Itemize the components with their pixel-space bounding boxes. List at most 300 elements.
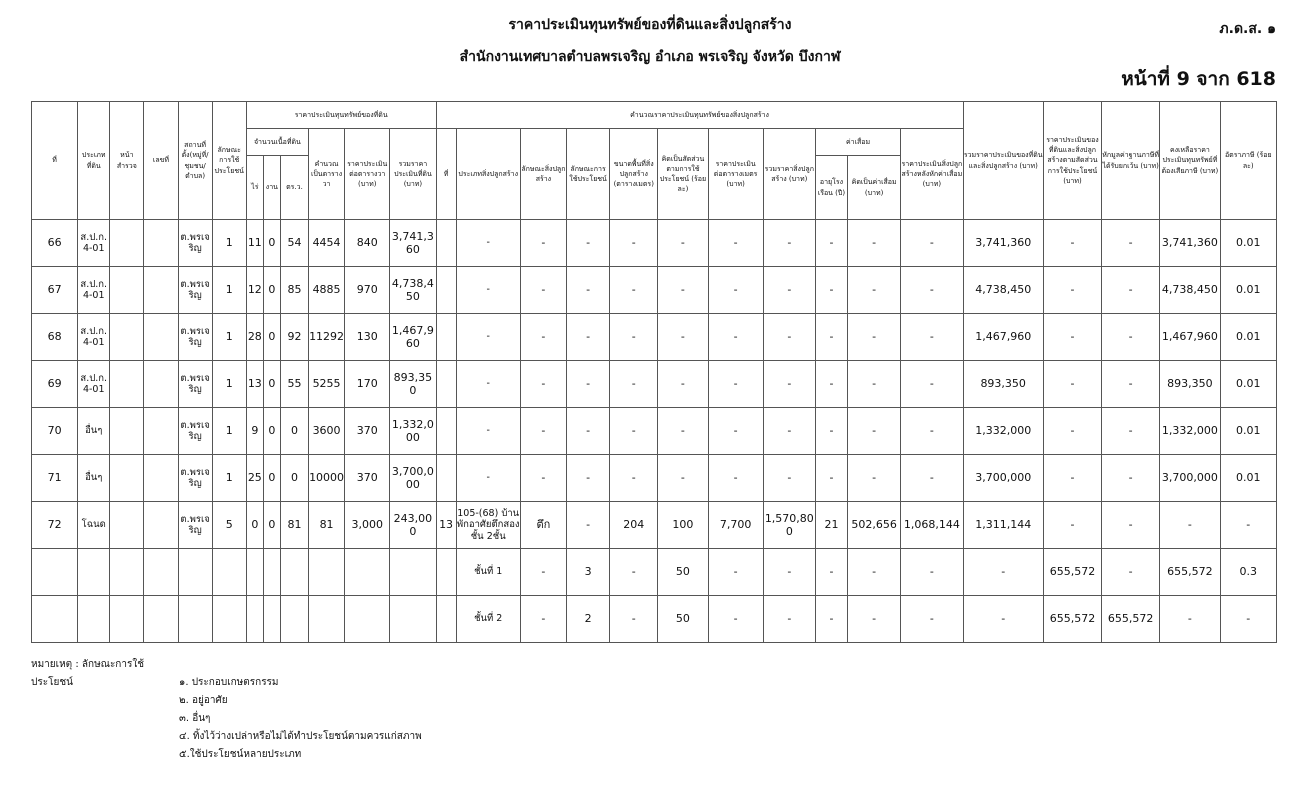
cell-grand-total: 1,311,144 [963,502,1043,549]
cell-bldg-character: - [520,455,566,502]
page-subtitle: สำนักงานเทศบาลตำบลพรเจริญ อำเภอ พรเจริญ จังหวัด บึงกาฬ [459,49,841,65]
col-header-building-total: รวมราคาสิ่งปลูกสร้าง (บาท) [763,129,815,220]
cell-depr-amount: - [848,596,901,643]
cell-bldg-character: - [520,408,566,455]
col-header-rai: ไร่ [246,156,263,220]
cell-ngan: 0 [263,314,280,361]
cell-bldg-type: - [456,361,520,408]
cell-location: ต.พรเจริญ [178,408,212,455]
col-group-land-assessment: ราคาประเมินทุนทรัพย์ของที่ดิน [246,102,436,129]
col-header-price-per-wa: ราคาประเมินต่อตารางวา (บาท) [345,129,390,220]
cell-survey-page [110,361,144,408]
cell-usage-ratio: - [658,361,708,408]
cell-remaining: - [1160,502,1220,549]
table-body [32,220,1277,643]
cell-rai: 25 [246,455,263,502]
cell-price-per-sqm: - [708,220,763,267]
cell-rai: 9 [246,408,263,455]
cell-land-total: 3,741,360 [390,220,436,267]
page-info: หน้าที่ 9 จาก 618 [1121,68,1276,90]
cell-bldg-no [436,267,456,314]
col-header-building-usage: ลักษณะการใช้ประโยชน์ [567,129,610,220]
cell-bldg-after-depr: - [901,549,963,596]
cell-total-wa: 3600 [309,408,345,455]
cell-bldg-total: - [763,314,815,361]
table-row [32,267,1277,314]
cell-price-per-wa: 170 [345,361,390,408]
cell-proportional: - [1043,502,1101,549]
cell-depr-amount: 502,656 [848,502,901,549]
cell-tax-rate: 0.01 [1220,314,1277,361]
cell-remaining: - [1160,596,1220,643]
col-header-wa: ตร.ว. [280,156,308,220]
cell-survey-page [110,314,144,361]
cell-bldg-total: - [763,596,815,643]
cell-proportional: - [1043,314,1101,361]
cell-proportional: 655,572 [1043,596,1101,643]
cell-proportional: - [1043,361,1101,408]
cell-bldg-character: - [520,361,566,408]
cell-location: ต.พรเจริญ [178,314,212,361]
cell-bldg-after-depr: - [901,596,963,643]
cell-no: 66 [32,220,78,267]
cell-no: 71 [32,455,78,502]
col-header-total-wa: คำนวณเป็นตารางวา [309,129,345,220]
cell-tax-rate: 0.01 [1220,267,1277,314]
cell-proportional: - [1043,408,1101,455]
cell-location [178,596,212,643]
cell-usage-ratio: - [658,455,708,502]
cell-usage: 1 [212,408,246,455]
cell-price-per-wa: 970 [345,267,390,314]
cell-usage-ratio: 100 [658,502,708,549]
col-header-land-type: ประเภทที่ดิน [78,102,110,220]
cell-bldg-usage: 2 [567,596,610,643]
cell-bldg-usage: - [567,502,610,549]
cell-age: - [815,361,847,408]
cell-bldg-total: - [763,455,815,502]
cell-bldg-total: 1,570,800 [763,502,815,549]
cell-bldg-size: - [610,314,658,361]
cell-wa: 0 [280,455,308,502]
cell-no: 68 [32,314,78,361]
cell-bldg-no [436,455,456,502]
cell-depr-amount: - [848,267,901,314]
cell-number [144,408,178,455]
cell-bldg-total: - [763,361,815,408]
cell-bldg-usage: - [567,267,610,314]
cell-land-type: อื่นๆ [78,455,110,502]
cell-tax-rate: - [1220,596,1277,643]
cell-remaining: 4,738,450 [1160,267,1220,314]
cell-price-per-sqm: - [708,549,763,596]
cell-land-type: อื่นๆ [78,408,110,455]
cell-ngan: 0 [263,455,280,502]
cell-age: - [815,314,847,361]
cell-usage: 1 [212,455,246,502]
table-row [32,596,1277,643]
cell-usage: 1 [212,220,246,267]
cell-survey-page [110,549,144,596]
table-row [32,220,1277,267]
cell-proportional: 655,572 [1043,549,1101,596]
col-header-grand-total: รวมราคาประเมินของที่ดินและสิ่งปลูกสร้าง (บาท) [963,102,1043,220]
cell-bldg-type: - [456,408,520,455]
cell-survey-page [110,267,144,314]
cell-number [144,361,178,408]
cell-wa: 85 [280,267,308,314]
cell-land-total: 1,467,960 [390,314,436,361]
cell-usage: 5 [212,502,246,549]
cell-bldg-character: - [520,220,566,267]
cell-usage [212,549,246,596]
cell-ngan [263,596,280,643]
cell-exemption: - [1102,408,1160,455]
cell-bldg-after-depr: - [901,267,963,314]
col-header-remaining: คงเหลือราคาประเมินทุนทรัพย์ที่ต้องเสียภาษี (บาท) [1160,102,1220,220]
cell-bldg-no [436,408,456,455]
cell-no [32,549,78,596]
cell-number [144,455,178,502]
cell-location: ต.พรเจริญ [178,455,212,502]
cell-depr-amount: - [848,455,901,502]
cell-price-per-sqm: - [708,408,763,455]
cell-bldg-usage: - [567,314,610,361]
cell-grand-total: 1,467,960 [963,314,1043,361]
col-group-building-assessment: คำนวณราคาประเมินทุนทรัพย์ของสิ่งปลูกสร้าง [436,102,963,129]
col-header-land-total: รวมราคาประเมินที่ดิน (บาท) [390,129,436,220]
cell-price-per-wa [345,549,390,596]
cell-exemption: - [1102,502,1160,549]
cell-land-type: ส.ป.ก. 4-01 [78,314,110,361]
cell-land-type: ส.ป.ก. 4-01 [78,361,110,408]
cell-remaining: 655,572 [1160,549,1220,596]
cell-ngan: 0 [263,267,280,314]
cell-ngan: 0 [263,220,280,267]
cell-usage-ratio: - [658,220,708,267]
note-item: ๓. อื่นๆ [179,713,211,724]
cell-bldg-character: - [520,596,566,643]
cell-wa [280,596,308,643]
col-header-building-size: ขนาดพื้นที่สิ่งปลูกสร้าง (ตารางเมตร) [610,129,658,220]
cell-bldg-total: - [763,220,815,267]
col-header-usage: ลักษณะการใช้ประโยชน์ [212,102,246,220]
cell-bldg-size: - [610,267,658,314]
col-group-depreciation: ค่าเสื่อม [815,129,900,156]
cell-exemption: - [1102,549,1160,596]
cell-wa: 54 [280,220,308,267]
cell-ngan: 0 [263,408,280,455]
cell-bldg-type: - [456,267,520,314]
cell-remaining: 1,467,960 [1160,314,1220,361]
cell-bldg-type: ชั้นที่ 2 [456,596,520,643]
cell-tax-rate: 0.3 [1220,549,1277,596]
cell-bldg-usage: - [567,220,610,267]
cell-grand-total: 3,700,000 [963,455,1043,502]
cell-bldg-no [436,220,456,267]
cell-bldg-after-depr: - [901,314,963,361]
cell-price-per-sqm: - [708,314,763,361]
cell-bldg-usage: 3 [567,549,610,596]
cell-price-per-sqm: - [708,455,763,502]
assessment-table [31,101,1277,643]
cell-bldg-size: - [610,220,658,267]
cell-age: - [815,455,847,502]
cell-grand-total: 893,350 [963,361,1043,408]
note-item: ๕.ใช้ประโยชน์หลายประเภท [179,749,302,760]
cell-total-wa [309,596,345,643]
cell-bldg-total: - [763,267,815,314]
cell-rai [246,596,263,643]
cell-grand-total: 3,741,360 [963,220,1043,267]
table-row [32,455,1277,502]
cell-proportional: - [1043,267,1101,314]
cell-bldg-no: 13 [436,502,456,549]
cell-bldg-type: ชั้นที่ 1 [456,549,520,596]
cell-age: - [815,596,847,643]
cell-bldg-after-depr: - [901,220,963,267]
cell-land-type [78,549,110,596]
cell-number [144,596,178,643]
col-header-building-no: ที่ [436,129,456,220]
cell-number [144,267,178,314]
cell-age: 21 [815,502,847,549]
cell-age: - [815,220,847,267]
table-row [32,408,1277,455]
notes [31,656,422,764]
cell-tax-rate: 0.01 [1220,220,1277,267]
cell-wa: 92 [280,314,308,361]
cell-bldg-size: - [610,361,658,408]
cell-exemption: 655,572 [1102,596,1160,643]
cell-exemption: - [1102,361,1160,408]
cell-tax-rate: 0.01 [1220,361,1277,408]
cell-survey-page [110,408,144,455]
cell-wa: 81 [280,502,308,549]
cell-price-per-wa: 370 [345,408,390,455]
notes-label: หมายเหตุ : ลักษณะการใช้ประโยชน์ [31,659,145,688]
cell-no: 69 [32,361,78,408]
cell-usage: 1 [212,361,246,408]
cell-bldg-character: - [520,267,566,314]
cell-bldg-usage: - [567,408,610,455]
table-row [32,314,1277,361]
cell-land-total: 3,700,000 [390,455,436,502]
cell-grand-total: 1,332,000 [963,408,1043,455]
cell-bldg-type: - [456,455,520,502]
cell-price-per-sqm: - [708,361,763,408]
cell-depr-amount: - [848,314,901,361]
cell-bldg-after-depr: 1,068,144 [901,502,963,549]
cell-ngan: 0 [263,361,280,408]
cell-price-per-wa: 840 [345,220,390,267]
cell-remaining: 893,350 [1160,361,1220,408]
cell-bldg-size: - [610,549,658,596]
cell-land-type: ส.ป.ก. 4-01 [78,220,110,267]
cell-number [144,314,178,361]
col-header-exemption: หักมูลค่าฐานภาษีที่ได้รับยกเว้น (บาท) [1102,102,1160,220]
cell-depr-amount: - [848,408,901,455]
cell-grand-total: - [963,549,1043,596]
cell-bldg-size: - [610,408,658,455]
cell-usage: 1 [212,267,246,314]
cell-rai: 28 [246,314,263,361]
cell-total-wa: 4454 [309,220,345,267]
col-header-location: สถานที่ตั้ง(หมู่ที่/ชุมชน/ตำบล) [178,102,212,220]
cell-land-type: โฉนด [78,502,110,549]
cell-no: 72 [32,502,78,549]
cell-bldg-size: 204 [610,502,658,549]
note-item: ๒. อยู่อาศัย [179,695,228,706]
cell-wa [280,549,308,596]
cell-bldg-no [436,596,456,643]
cell-number [144,549,178,596]
form-code: ภ.ด.ส. ๑ [1219,21,1276,37]
col-header-tax-rate: อัตราภาษี (ร้อยละ) [1220,102,1277,220]
cell-bldg-type: 105-(68) บ้านพักอาศัยตึกสองชั้น 2ชั้น [456,502,520,549]
cell-usage: 1 [212,314,246,361]
cell-bldg-no [436,314,456,361]
cell-land-total: 893,350 [390,361,436,408]
col-group-land-area: จำนวนเนื้อที่ดิน [246,129,308,156]
cell-price-per-sqm: 7,700 [708,502,763,549]
cell-wa: 0 [280,408,308,455]
cell-wa: 55 [280,361,308,408]
cell-exemption: - [1102,314,1160,361]
col-header-proportional: ราคาประเมินของที่ดินและสิ่งปลูกสร้างตามสัดส่วนการใช้ประโยชน์ (บาท) [1043,102,1101,220]
cell-tax-rate: 0.01 [1220,408,1277,455]
cell-proportional: - [1043,220,1101,267]
cell-location: ต.พรเจริญ [178,267,212,314]
cell-location: ต.พรเจริญ [178,361,212,408]
cell-rai [246,549,263,596]
cell-rai: 0 [246,502,263,549]
page-title: ราคาประเมินทุนทรัพย์ของที่ดินและสิ่งปลูกสร้าง [508,17,792,33]
cell-remaining: 3,700,000 [1160,455,1220,502]
cell-depr-amount: - [848,220,901,267]
cell-remaining: 1,332,000 [1160,408,1220,455]
cell-usage [212,596,246,643]
cell-tax-rate: - [1220,502,1277,549]
col-header-survey-page: หน้าสำรวจ [110,102,144,220]
cell-price-per-wa [345,596,390,643]
cell-total-wa: 81 [309,502,345,549]
col-header-building-type: ประเภทสิ่งปลูกสร้าง [456,129,520,220]
cell-number [144,502,178,549]
cell-exemption: - [1102,455,1160,502]
cell-ngan [263,549,280,596]
cell-grand-total: 4,738,450 [963,267,1043,314]
cell-usage-ratio: - [658,314,708,361]
cell-bldg-character: - [520,549,566,596]
cell-depr-amount: - [848,361,901,408]
cell-total-wa: 5255 [309,361,345,408]
cell-price-per-sqm: - [708,596,763,643]
cell-bldg-size: - [610,596,658,643]
col-header-number: เลขที่ [144,102,178,220]
cell-no: 70 [32,408,78,455]
note-item: ๑. ประกอบเกษตรกรรม [179,677,279,688]
cell-survey-page [110,220,144,267]
cell-land-total: 4,738,450 [390,267,436,314]
cell-survey-page [110,502,144,549]
cell-bldg-total: - [763,549,815,596]
col-header-price-per-sqm: ราคาประเมินต่อตารางเมตร (บาท) [708,129,763,220]
cell-total-wa [309,549,345,596]
col-header-depreciation-amount: คิดเป็นค่าเสื่อม (บาท) [848,156,901,220]
cell-bldg-after-depr: - [901,408,963,455]
note-item: ๔. ทิ้งไว้ว่างเปล่าหรือไม่ได้ทำประโยชน์ตามควรแก่สภาพ [179,731,422,742]
cell-land-total: 243,000 [390,502,436,549]
table-row [32,361,1277,408]
cell-bldg-total: - [763,408,815,455]
cell-bldg-usage: - [567,361,610,408]
cell-bldg-no [436,549,456,596]
cell-bldg-no [436,361,456,408]
col-header-usage-ratio: คิดเป็นสัดส่วนตามการใช้ประโยชน์ (ร้อยละ) [658,129,708,220]
cell-exemption: - [1102,267,1160,314]
cell-total-wa: 11292 [309,314,345,361]
cell-survey-page [110,596,144,643]
cell-land-total: 1,332,000 [390,408,436,455]
cell-exemption: - [1102,220,1160,267]
cell-ngan: 0 [263,502,280,549]
cell-grand-total: - [963,596,1043,643]
cell-price-per-wa: 3,000 [345,502,390,549]
cell-bldg-character: ตึก [520,502,566,549]
col-header-ngan: งาน [263,156,280,220]
cell-no: 67 [32,267,78,314]
cell-rai: 11 [246,220,263,267]
cell-land-total [390,549,436,596]
cell-tax-rate: 0.01 [1220,455,1277,502]
cell-survey-page [110,455,144,502]
cell-location: ต.พรเจริญ [178,220,212,267]
cell-rai: 13 [246,361,263,408]
table-row [32,502,1277,549]
cell-no [32,596,78,643]
cell-bldg-character: - [520,314,566,361]
cell-depr-amount: - [848,549,901,596]
cell-location: ต.พรเจริญ [178,502,212,549]
cell-proportional: - [1043,455,1101,502]
cell-usage-ratio: 50 [658,549,708,596]
cell-remaining: 3,741,360 [1160,220,1220,267]
cell-price-per-wa: 370 [345,455,390,502]
cell-bldg-after-depr: - [901,455,963,502]
cell-land-type: ส.ป.ก. 4-01 [78,267,110,314]
cell-usage-ratio: - [658,267,708,314]
cell-bldg-size: - [610,455,658,502]
cell-number [144,220,178,267]
col-header-building-character: ลักษณะสิ่งปลูกสร้าง [520,129,566,220]
cell-total-wa: 10000 [309,455,345,502]
cell-land-type [78,596,110,643]
table-row [32,549,1277,596]
cell-usage-ratio: - [658,408,708,455]
cell-bldg-type: - [456,220,520,267]
cell-bldg-type: - [456,314,520,361]
cell-rai: 12 [246,267,263,314]
col-header-no: ที่ [32,102,78,220]
cell-age: - [815,408,847,455]
cell-total-wa: 4885 [309,267,345,314]
col-header-age: อายุโรงเรือน (ปี) [815,156,847,220]
cell-bldg-usage: - [567,455,610,502]
cell-usage-ratio: 50 [658,596,708,643]
cell-bldg-after-depr: - [901,361,963,408]
cell-price-per-wa: 130 [345,314,390,361]
